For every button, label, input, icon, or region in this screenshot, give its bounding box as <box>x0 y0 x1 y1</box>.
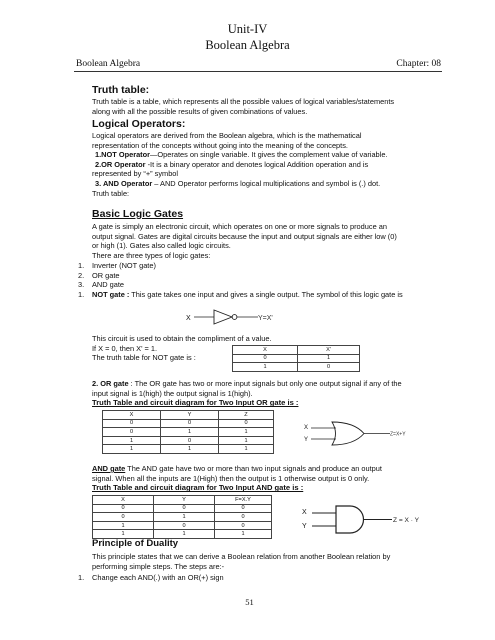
list-item: 1. Inverter (NOT gate) <box>78 261 156 270</box>
truth-table-paragraph <box>92 97 452 116</box>
table-header-cell: X' <box>298 346 360 355</box>
table-header-row <box>233 346 360 355</box>
paragraph-line: output signal. Gates are digital circuits because the input and output signals are either low (0) <box>92 231 397 241</box>
not-gate-line: 1. NOT gate : This gate takes one input and gives a single output. The symbol of this logic gate is <box>78 289 403 299</box>
paragraph-line: Logical operators are derived from the Boolean algebra, which is the mathematical <box>92 131 362 140</box>
and-gate-symbol <box>300 502 465 538</box>
table-header-cell: X <box>93 496 154 505</box>
table-cell: 1 <box>219 428 274 437</box>
table-header-row <box>103 411 274 420</box>
table-header-cell: Z <box>219 411 274 420</box>
or-gate-symbol <box>302 418 462 450</box>
table-cell: 1 <box>219 436 274 445</box>
table-cell: 0 <box>219 419 274 428</box>
or-gate-line: 2. OR gate : The OR gate has two or more input signals but only one output signal if any of the <box>92 379 402 388</box>
unit-title: Unit-IV <box>227 22 268 36</box>
paragraph-line: represented by “+” symbol <box>92 169 179 179</box>
paragraph-line: Truth table is a table, which represents all the possible values of logical variables/statements <box>92 97 395 106</box>
table-cell: 1 <box>103 436 161 445</box>
table-row <box>103 436 274 445</box>
paragraph-line: signal. When all the inputs are 1(High) then the output is 1 otherwise output is 0 only. <box>92 473 370 483</box>
header-rule <box>74 71 442 72</box>
and-gate-paragraph <box>92 464 457 493</box>
logical-operators-paragraph <box>92 131 454 198</box>
or-operator-line: 2.OR Operator -It is a binary operator and denotes logical Addition operation and is <box>95 159 369 169</box>
basic-gates-paragraph <box>92 222 454 260</box>
table-cell: 1 <box>154 513 215 522</box>
paragraph-line: There are three types of logic gates: <box>92 250 211 260</box>
paragraph-line: A gate is simply an electronic circuit, which operates on one or more signals to produce an <box>92 222 387 231</box>
table-cell: 0 <box>298 363 360 372</box>
table-cell: 1 <box>103 445 161 454</box>
table-row <box>103 419 274 428</box>
table-header-cell: F=X.Y <box>215 496 272 505</box>
table-header-cell: X <box>233 346 298 355</box>
or-table-caption: Truth Table and circuit diagram for Two Input OR gate is : <box>92 398 299 408</box>
gate-types-list <box>78 261 403 299</box>
not-gate-output-label: Y=X' <box>258 315 273 322</box>
duality-step-item: 1. Change each AND(.) with an OR(+) sign <box>78 573 224 582</box>
subject-title: Boolean Algebra <box>205 38 290 52</box>
not-operator-line: 1.NOT Operator—Operates on single variable. It gives the complement value of variable. <box>95 150 388 160</box>
table-row <box>233 363 360 372</box>
and-operator-line: 3. AND Operator – AND Operator performs logical multiplications and symbol is (.) dot. <box>95 178 381 188</box>
table-cell: 1 <box>215 530 272 539</box>
table-cell: 0 <box>154 504 215 513</box>
or-operator-label: 2.OR Operator <box>95 159 146 169</box>
table-row <box>103 445 274 454</box>
table-cell: 0 <box>103 419 161 428</box>
table-header-row <box>93 496 272 505</box>
page-number: 51 <box>245 597 254 607</box>
table-row <box>93 504 272 513</box>
and-gate-input-y-label: Y <box>302 523 307 530</box>
table-header-cell: X <box>103 411 161 420</box>
not-operator-label: 1.NOT Operator <box>95 150 151 160</box>
table-row <box>93 521 272 530</box>
table-cell: 1 <box>93 521 154 530</box>
table-row <box>103 428 274 437</box>
table-cell: 0 <box>215 521 272 530</box>
table-cell: 0 <box>93 504 154 513</box>
table-cell: 1 <box>219 445 274 454</box>
table-cell: 0 <box>93 513 154 522</box>
and-table-caption: Truth Table and circuit diagram for Two Input AND gate is : <box>92 483 304 493</box>
table-row <box>233 354 360 363</box>
table-cell: 0 <box>103 428 161 437</box>
table-row <box>93 513 272 522</box>
paragraph-line: Truth table: <box>92 188 130 198</box>
or-truth-table <box>102 410 274 454</box>
table-cell: 1 <box>93 530 154 539</box>
and-gate-label: AND gate <box>92 464 126 473</box>
truth-table-heading: Truth table: <box>92 84 150 96</box>
and-gate-output-label: Z = X · Y <box>393 517 420 524</box>
table-cell: 1 <box>233 363 298 372</box>
paragraph-line: input signal is 1(high) the output signal is 1(high). <box>92 388 253 398</box>
table-cell: 0 <box>215 513 272 522</box>
duality-heading: Principle of Duality <box>92 538 179 549</box>
or-gate-label: 2. OR gate <box>92 379 129 388</box>
table-cell: 0 <box>215 504 272 513</box>
not-gate-input-label: X <box>186 315 191 322</box>
not-gate-label: NOT gate : <box>92 289 130 299</box>
running-head-left: Boolean Algebra <box>76 59 141 69</box>
table-cell: 1 <box>161 445 219 454</box>
paragraph-line: The truth table for NOT gate is : <box>92 353 196 363</box>
table-cell: 0 <box>233 354 298 363</box>
table-cell: 1 <box>154 530 215 539</box>
paragraph-line: If X = 0, then X' = 1. <box>92 343 158 353</box>
and-truth-table <box>92 495 272 539</box>
not-truth-table <box>232 345 360 372</box>
list-item: 2. OR gate <box>78 270 120 280</box>
and-gate-input-x-label: X <box>302 509 307 516</box>
table-cell: 1 <box>161 428 219 437</box>
paragraph-line: representation of the concepts without going into the meaning of the concepts. <box>92 140 348 150</box>
list-item: 3. AND gate <box>78 280 125 290</box>
table-cell: 0 <box>161 419 219 428</box>
logical-operators-heading: Logical Operators: <box>92 118 186 130</box>
and-operator-label: 3. AND Operator <box>95 178 153 188</box>
or-gate-output-label: Z=X+Y <box>390 431 406 438</box>
not-gate-symbol <box>180 307 290 327</box>
table-cell: 1 <box>298 354 360 363</box>
basic-gates-heading: Basic Logic Gates <box>92 208 184 220</box>
or-gate-input-y-label: Y <box>304 437 309 443</box>
table-cell: 0 <box>161 436 219 445</box>
paragraph-line: performing simple steps. The steps are:- <box>92 561 225 571</box>
duality-paragraph <box>92 552 457 571</box>
or-gate-input-x-label: X <box>304 425 309 431</box>
paragraph-line: or high (1). Gates also called logic circuits. <box>92 241 231 251</box>
paragraph-line: along with all the possible results of given combinations of values. <box>92 106 308 116</box>
running-head-right: Chapter: 08 <box>396 59 441 69</box>
table-header-cell: Y <box>154 496 215 505</box>
table-cell: 0 <box>154 521 215 530</box>
and-gate-line: AND gate The AND gate have two or more than two input signals and produce an output <box>92 464 382 473</box>
paragraph-line: This principle states that we can derive a Boolean relation from another Boolean relation by <box>92 552 391 561</box>
or-gate-paragraph <box>92 379 457 408</box>
table-header-cell: Y <box>161 411 219 420</box>
paragraph-line: This circuit is used to obtain the compliment of a value. <box>92 334 272 343</box>
